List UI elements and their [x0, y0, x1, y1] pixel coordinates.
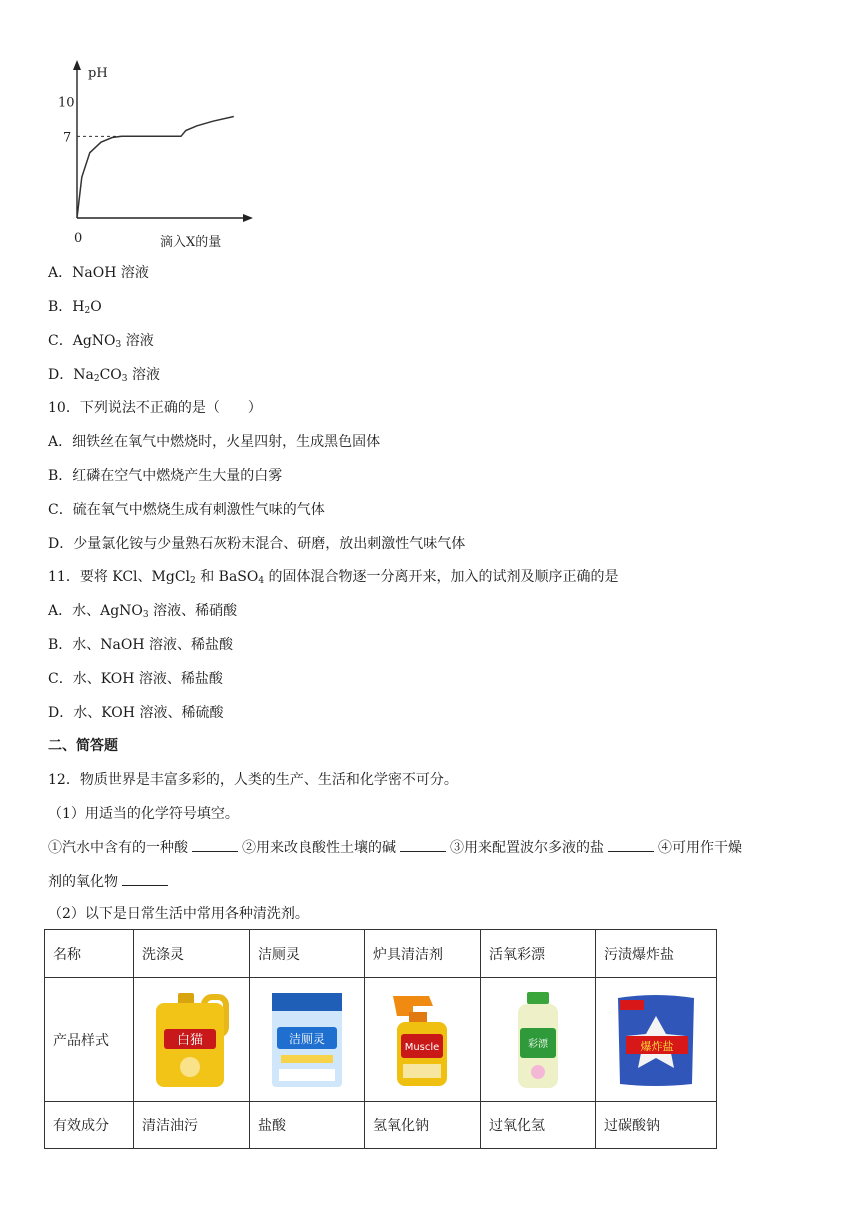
- q12-sub2: （2）以下是日常生活中常用各种清洗剂。: [48, 906, 309, 922]
- q9-option-c: C．AgNO$_3$ 溶液: [48, 333, 154, 350]
- product-image-cell: [365, 978, 481, 1102]
- q10-option-d: D．少量氯化铵与少量熟石灰粉末混合、研磨，放出刺激性气味气体: [48, 536, 466, 552]
- y-tick-label: 7: [63, 130, 72, 146]
- q12-fill-line-2: 剂的氧化物: [48, 871, 172, 892]
- product-ingredient: 清洁油污: [134, 1102, 250, 1149]
- origin-label: 0: [74, 231, 83, 246]
- kitchen-cleaner-spray-image: [383, 990, 463, 1090]
- ph-curve-chart: [50, 58, 260, 253]
- q11-option-d: D．水、KOH 溶液、稀硫酸: [48, 705, 224, 721]
- product-name: 污渍爆炸盐: [596, 930, 717, 978]
- row-header-name: 名称: [45, 930, 134, 978]
- answer-blank[interactable]: [400, 837, 446, 852]
- row-header-ingredient: 有效成分: [45, 1102, 134, 1149]
- dish-soap-bottle-image: [150, 991, 234, 1089]
- q10-stem: 10．下列说法不正确的是（ ）: [48, 400, 262, 416]
- q10-option-c: C．硫在氧气中燃烧生成有刺激性气味的气体: [48, 502, 325, 518]
- svg-text:白猫: 白猫: [176, 1032, 203, 1048]
- answer-blank[interactable]: [192, 837, 238, 852]
- row-header-image: 产品样式: [45, 978, 134, 1102]
- y-tick-label: 10: [58, 95, 75, 111]
- svg-text:爆炸盐: 爆炸盐: [640, 1039, 674, 1053]
- cleaners-table: [44, 929, 717, 1149]
- svg-text:Muscle: Muscle: [404, 1041, 439, 1053]
- svg-text:洁厕灵: 洁厕灵: [288, 1031, 326, 1046]
- q11-stem: 11．要将 KCl、MgCl$_2$ 和 BaSO$_4$ 的固体混合物逐一分离开来，加入的试剂及顺序正确的是: [48, 569, 619, 586]
- q11-option-b: B．水、NaOH 溶液、稀盐酸: [48, 637, 234, 653]
- q11-option-c: C．水、KOH 溶液、稀盐酸: [48, 671, 223, 687]
- q12-sub1: （1）用适当的化学符号填空。: [48, 806, 239, 822]
- q9-option-a: A．NaOH 溶液: [48, 265, 149, 281]
- toilet-cleaner-pack-image: [269, 991, 345, 1089]
- q10-option-b: B．红磷在空气中燃烧产生大量的白雾: [48, 468, 283, 484]
- product-ingredient: 过碳酸钠: [596, 1102, 717, 1149]
- table-row: [45, 978, 717, 1102]
- svg-text:彩漂: 彩漂: [528, 1038, 548, 1050]
- product-image-cell: [134, 978, 250, 1102]
- product-ingredient: 盐酸: [250, 1102, 365, 1149]
- product-image-cell: [250, 978, 365, 1102]
- q9-option-d: D．$Na_2CO_3$ 溶液: [48, 367, 160, 384]
- q11-option-a: A．水、AgNO$_3$ 溶液、稀硝酸: [48, 603, 238, 620]
- stain-remover-bag-image: [612, 992, 700, 1088]
- x-axis-label: 滴入X的量: [160, 235, 222, 250]
- y-axis-label: pH: [88, 66, 108, 81]
- answer-blank[interactable]: [608, 837, 654, 852]
- product-name: 洗涤灵: [134, 930, 250, 978]
- product-name: 洁厕灵: [250, 930, 365, 978]
- answer-blank[interactable]: [122, 871, 168, 886]
- q12-fill-line-1: ①汽水中含有的一种酸 ②用来改良酸性土壤的碱 ③用来配置波尔多液的盐 ④可用作干燥: [48, 837, 742, 858]
- product-name: 炉具清洁剂: [365, 930, 481, 978]
- q10-option-a: A．细铁丝在氧气中燃烧时，火星四射，生成黑色固体: [48, 434, 381, 450]
- table-row: [45, 930, 717, 978]
- product-ingredient: 氢氧化钠: [365, 1102, 481, 1149]
- section-heading: 二、简答题: [48, 738, 118, 754]
- q12-stem: 12．物质世界是丰富多彩的，人类的生产、生活和化学密不可分。: [48, 772, 458, 788]
- product-ingredient: 过氧化氢: [481, 1102, 596, 1149]
- chart-axes: [73, 60, 253, 222]
- ph-curve-series: [77, 117, 234, 219]
- table-row: [45, 1102, 717, 1149]
- product-image-cell: [481, 978, 596, 1102]
- product-image-cell: [596, 978, 717, 1102]
- product-name: 活氧彩漂: [481, 930, 596, 978]
- oxygen-bleach-bottle-image: [510, 990, 566, 1090]
- q9-option-b: B．$H_2O$: [48, 299, 102, 316]
